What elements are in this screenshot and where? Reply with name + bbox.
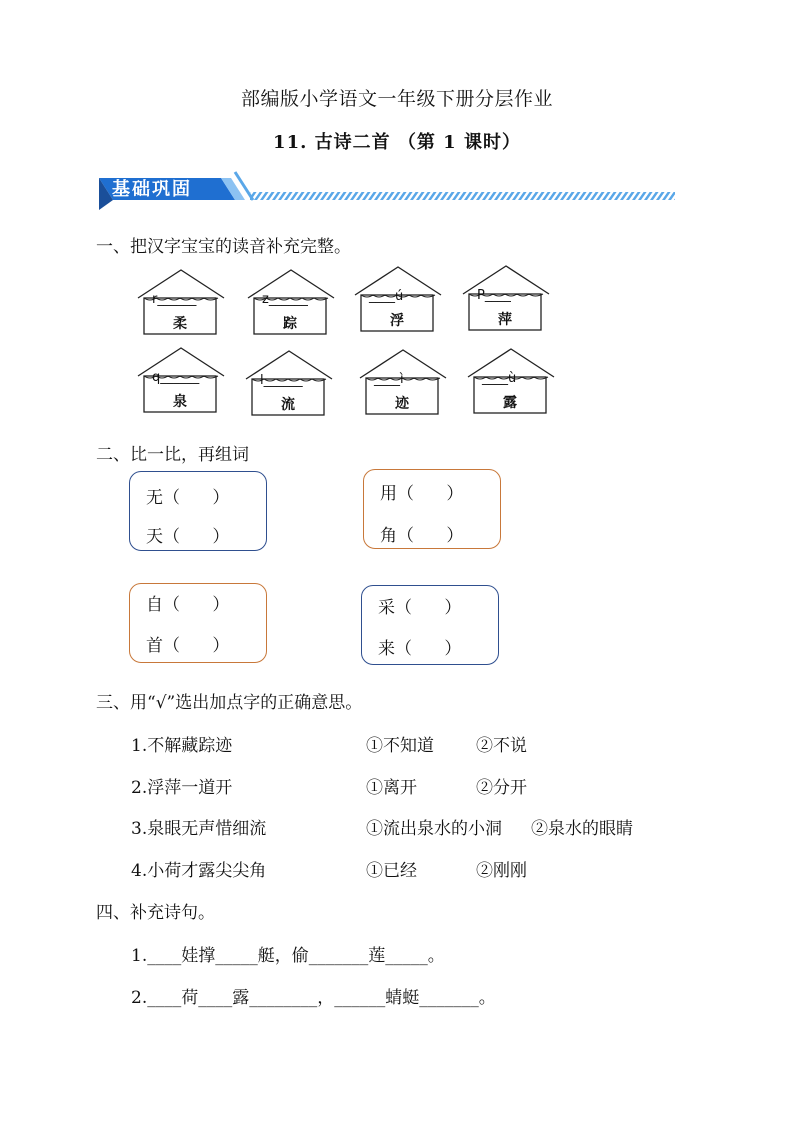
hanzi-character: 露 [503, 395, 517, 411]
choice-question: 4.小荷才露尖尖角 [131, 861, 267, 881]
pinyin-blank[interactable]: l______ [260, 373, 303, 388]
choice-option-b[interactable]: ②分开 [476, 778, 527, 798]
compare-line: 无（ ） [146, 488, 230, 508]
compare-line: 自（ ） [146, 595, 230, 615]
hanzi-character: 浮 [390, 313, 404, 329]
pinyin-blank[interactable]: P____ [477, 288, 511, 303]
hanzi-character: 迹 [395, 396, 409, 412]
choice-option-b[interactable]: ②泉水的眼睛 [531, 819, 633, 839]
worksheet-title: 部编版小学语文一年级下册分层作业 [240, 88, 553, 110]
hanzi-character: 流 [281, 397, 295, 413]
poem-fill-line[interactable]: 1.____娃撑_____艇，偷_______莲_____。 [131, 946, 445, 966]
pinyin-house [358, 348, 448, 418]
pinyin-blank[interactable]: ____ì [374, 372, 404, 387]
pinyin-blank[interactable]: ____ú [369, 289, 404, 304]
pinyin-house [461, 264, 551, 334]
compare-box-2 [363, 469, 501, 549]
hanzi-character: 柔 [173, 316, 187, 332]
compare-line: 角（ ） [380, 526, 464, 546]
choice-option-a[interactable]: ①已经 [366, 861, 417, 881]
question-2-title: 二、比一比，再组词 [96, 445, 249, 465]
pinyin-blank[interactable]: q______ [152, 370, 200, 385]
hanzi-character: 萍 [498, 312, 512, 328]
pinyin-house [246, 268, 336, 338]
hanzi-character: 泉 [173, 394, 187, 410]
pinyin-blank[interactable]: z______ [262, 292, 308, 307]
compare-box-4 [361, 585, 499, 665]
compare-line: 首（ ） [146, 636, 230, 656]
lesson-title: 11. 古诗二首 （第 1 课时） [273, 132, 521, 153]
compare-box-1 [129, 471, 267, 551]
poem-fill-line[interactable]: 2.____荷____露________，______蜻蜓_______。 [131, 988, 496, 1008]
choice-option-b[interactable]: ②刚刚 [476, 861, 527, 881]
compare-box-3 [129, 583, 267, 663]
pinyin-blank[interactable]: r______ [152, 292, 197, 307]
choice-question: 2.浮萍一道开 [131, 778, 233, 798]
pinyin-house [136, 346, 226, 416]
choice-question: 3.泉眼无声惜细流 [131, 819, 267, 839]
question-4-title: 四、补充诗句。 [96, 903, 215, 923]
choice-option-a[interactable]: ①流出泉水的小洞 [366, 819, 502, 839]
pinyin-blank[interactable]: ____ù [482, 371, 517, 386]
section-label: 基础巩固 [112, 179, 192, 200]
choice-option-a[interactable]: ①不知道 [366, 736, 434, 756]
compare-line: 天（ ） [146, 527, 230, 547]
compare-line: 用（ ） [380, 484, 464, 504]
hanzi-character: 踪 [283, 316, 297, 332]
compare-line: 采（ ） [378, 598, 462, 618]
question-3-title: 三、用“√”选出加点字的正确意思。 [96, 693, 363, 713]
choice-option-a[interactable]: ①离开 [366, 778, 417, 798]
pinyin-house [136, 268, 226, 338]
pinyin-house [244, 349, 334, 419]
choice-question: 1.不解藏踪迹 [131, 736, 233, 756]
pinyin-house [466, 347, 556, 417]
compare-line: 来（ ） [378, 639, 462, 659]
question-1-title: 一、把汉字宝宝的读音补充完整。 [96, 237, 351, 257]
pinyin-house [353, 265, 443, 335]
choice-option-b[interactable]: ②不说 [476, 736, 527, 756]
